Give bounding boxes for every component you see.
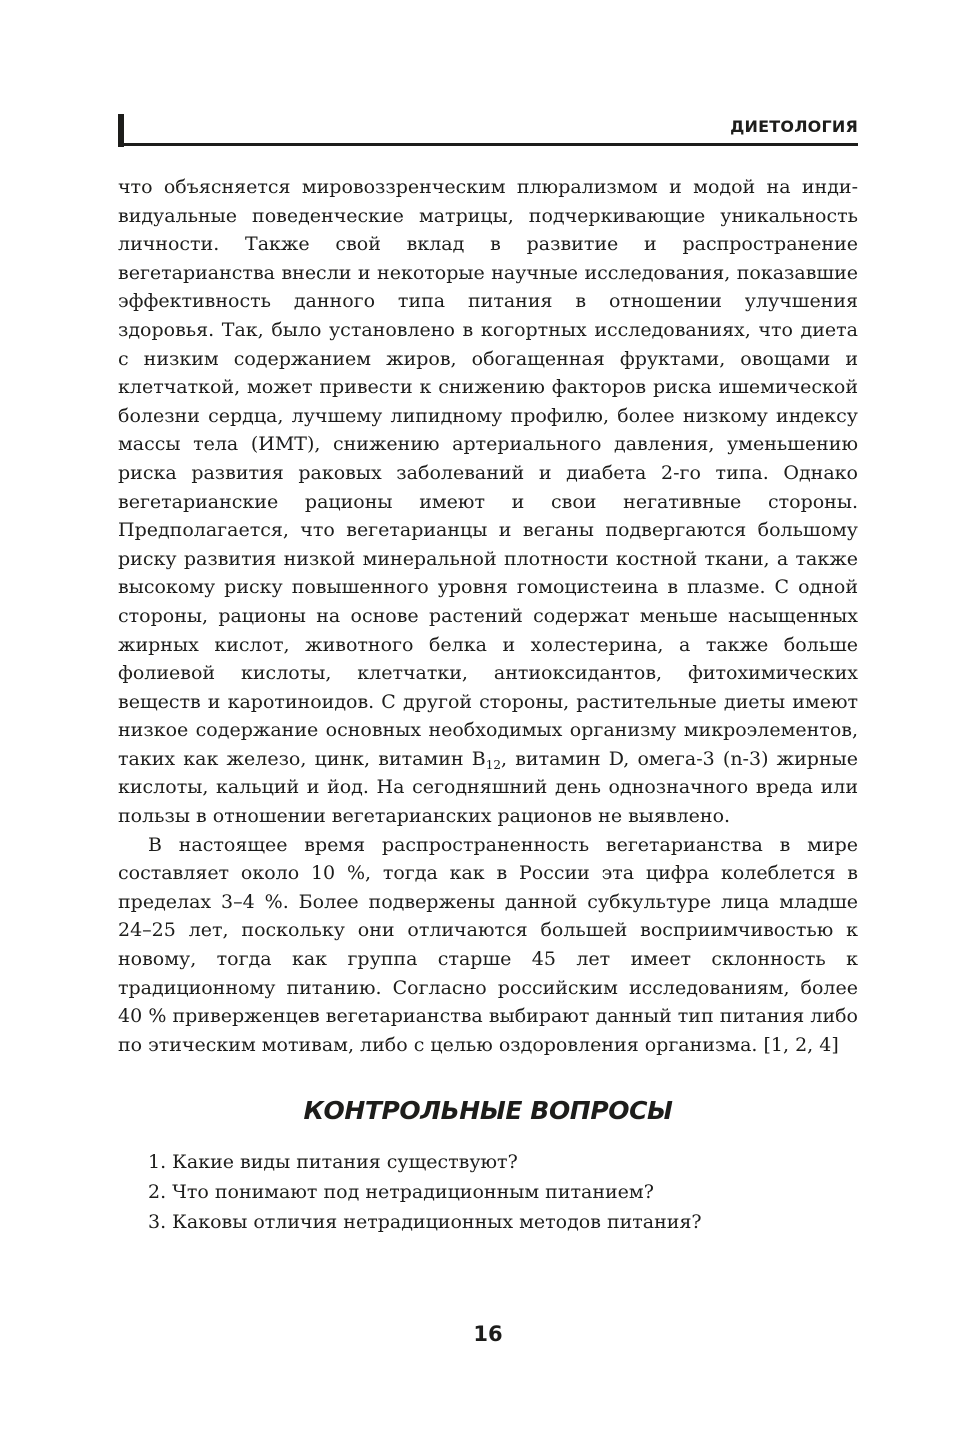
body-text xyxy=(118,173,858,1059)
question-item: 1. Какие виды питания существуют? xyxy=(148,1151,518,1173)
paragraph-1-text: что объясняется мировоззренческим плюрализмом и модой на индивидуальные поведенческие матрицы, подчеркивающие уникальность личности. Также свой вклад в развитие и распространение вегетарианства внесли и некоторые научные исследования, показавшие эффективность данного типа питания в отношении улучшения здоровья. Так, было установлено в когортных исследованиях, что диета с низким содержанием жиров, обогащенная фруктами, овощами и клетчаткой, может привести к снижению факторов риска ишемической болезни сердца, лучшему липидному профилю, более низкому индексу массы тела (ИМТ), снижению артериального давления, уменьшению риска развития раковых заболеваний и диабета 2-го типа. Однако вегетарианские рационы имеют и свои негативные стороны. Предполагается, что вегетарианцы и веганы подвергаются большому риску развития низкой минеральной плотности костной ткани, а также высокому риску повышенного уровня гомоцистеина в плазме. С одной стороны, рационы на основе растений содержат меньше насыщенных жирных кислот, животного белка и холестерина, а также больше фолиевой кислоты, клетчатки, антиоксидантов, фитохимических веществ и каротиноидов. С другой стороны, растительные диеты имеют низкое содержание основных необходимых организму микроэлементов, таких как железо, цинк, витамин B xyxy=(118,176,858,770)
question-item: 3. Каковы отличия нетрадиционных методов питания? xyxy=(148,1211,702,1233)
header-rule xyxy=(118,143,858,146)
paragraph-1-text-continued: , витамин D, омега-3 (n-3) жирные кислоты, кальций и йод. На сегодняшний день однозначного вреда или пользы в отношении вегетарианских рационов не выявлено. xyxy=(118,747,858,828)
running-header-title: ДИЕТОЛОГИЯ xyxy=(730,117,858,136)
paragraph-1 xyxy=(118,173,858,831)
vitamin-b-subscript: 12 xyxy=(485,757,501,772)
section-heading: КОНТРОЛЬНЫЕ ВОПРОСЫ xyxy=(303,1096,673,1125)
question-item: 2. Что понимают под нетрадиционным питанием? xyxy=(148,1181,654,1203)
page-number: 16 xyxy=(473,1322,503,1346)
paragraph-2: В настоящее время распространенность вегетарианства в мире составляет около 10 %, тогда как в России эта цифра колеблется в пределах 3–4 %. Более подвержены данной субкультуре лица младше 24–25 лет, поскольку они отличаются большей восприимчивостью к новому, тогда как группа старше 45 лет имеет склонность к традиционному питанию. Согласно российским исследованиям, более 40 % приверженцев вегетарианства выбирают данный тип питания либо по этическим мотивам, либо с целью оздоровления организма. [1, 2, 4] xyxy=(118,833,858,1056)
running-header xyxy=(118,112,858,146)
questions-list xyxy=(148,1147,848,1237)
